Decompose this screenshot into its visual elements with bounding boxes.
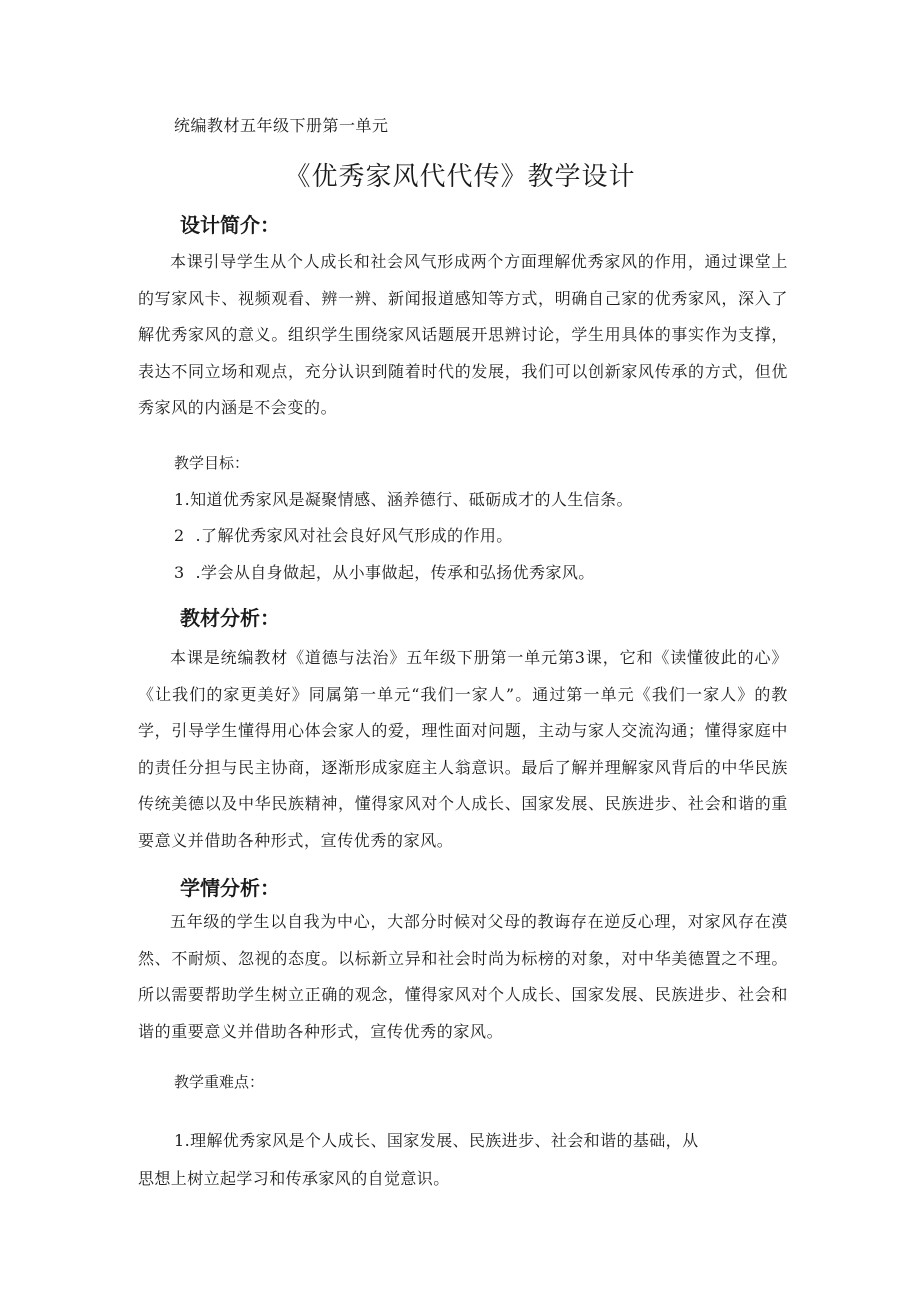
material-paragraph: 本课是统编教材《道德与法治》五年级下册第一单元第3课，它和《读懂彼此的心》《让我们的家更美好》同属第一单元“我们一家人”。通过第一单元《我们一家人》的教学，引导学生懂得用心体会家人的爱，理性面对问题，主动与家人交流沟通；懂得家庭中的责任分担与民主协商，逐渐形成家庭主人翁意识。最后了解并理解家风背后的中华民族传统美德以及中华民族精神，懂得家风对个人成长、国家发展、民族进步、社会和谐的重要意义并借助各种形式，宣传优秀的家风。 [138, 648, 788, 850]
goal-item-1: 1.知道优秀家风是凝聚情感、涵养德行、砥砺成才的人生信条。 [174, 490, 633, 509]
page-title: 《优秀家风代代传》教学设计 [284, 162, 636, 192]
goal-item-2: 2 .了解优秀家风对社会良好风气形成的作用。 [174, 526, 513, 545]
goals-heading: 教学目标： [174, 454, 250, 472]
intro-paragraph: 本课引导学生从个人成长和社会风气形成两个方面理解优秀家风的作用，通过课堂上的写家风卡、视频观看、辨一辨、新闻报道感知等方式，明确自己家的优秀家风，深入了解优秀家风的意义。组织学生围绕家风话题展开思辨讨论，学生用具体的事实作为支撑，表达不同立场和观点，充分认识到随着时代的发展，我们可以创新家风传承的方式，但优秀家风的内涵是不会变的。 [138, 252, 788, 417]
keypoint-item-1-line-1: 1.理解优秀家风是个人成长、国家发展、民族进步、社会和谐的基础，从 [174, 1131, 699, 1150]
learner-paragraph: 五年级的学生以自我为中心，大部分时候对父母的教诲存在逆反心理，对家风存在漠然、不耐烦、忽视的态度。以标新立异和社会时尚为标榜的对象，对中华美德置之不理。所以需要帮助学生树立正确的观念，懂得家风对个人成长、国家发展、民族进步、社会和谐的重要意义并借助各种形式，宣传优秀的家风。 [138, 912, 788, 1041]
intro-heading: 设计简介： [180, 213, 280, 237]
learner-heading: 学情分析： [180, 876, 280, 900]
material-heading: 教材分析： [180, 606, 280, 630]
keypoint-item-1-line-2: 思想上树立起学习和传承家风的自觉意识。 [138, 1169, 450, 1188]
course-subtitle: 统编教材五年级下册第一单元 [174, 116, 389, 135]
keypoints-heading: 教学重难点： [174, 1073, 265, 1091]
goal-item-3: 3 .学会从自身做起，从小事做起，传承和弘扬优秀家风。 [174, 563, 595, 582]
